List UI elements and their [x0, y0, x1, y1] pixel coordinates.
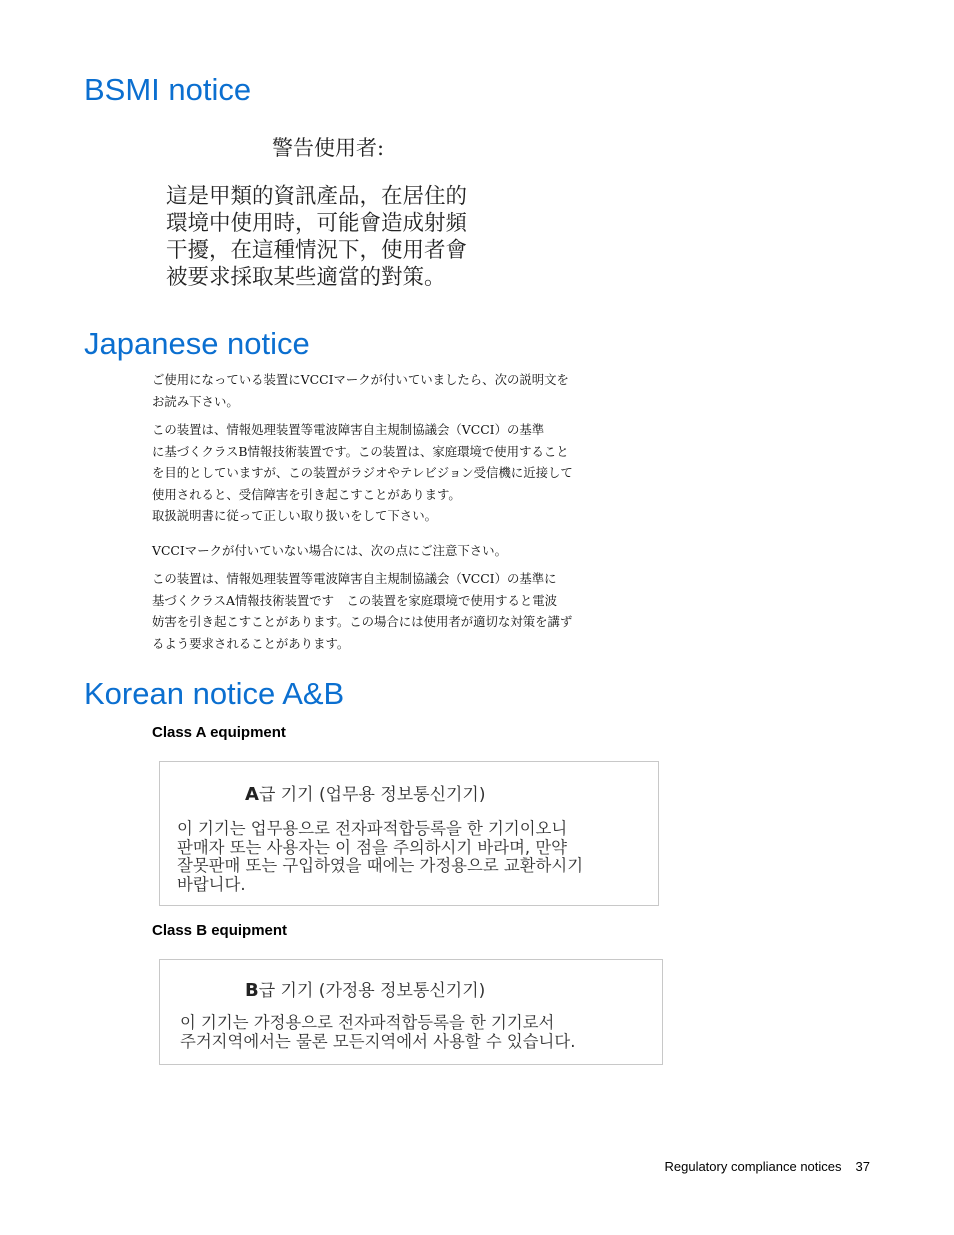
japanese-paragraph-4 [152, 568, 642, 654]
bsmi-line: 被要求採取某些適當的對策。 [166, 265, 446, 290]
bsmi-warning-title: 警告使用者: [272, 136, 385, 160]
class-b-notice-box [159, 959, 663, 1065]
class-a-notice-text [177, 820, 583, 894]
japanese-paragraph-3 [152, 540, 642, 562]
class-a-label: Class A equipment [152, 724, 286, 741]
footer-section-title: Regulatory compliance notices [664, 1159, 842, 1174]
class-a-notice-box [159, 761, 659, 906]
class-b-title-text: 급 기기 (가정용 정보통신기기) [258, 981, 486, 1001]
jp-line: るよう要求されることがあります。 [152, 635, 350, 651]
jp-line: この装置は、情報処理装置等電波障害自主規制協議会（VCCI）の基準 [152, 422, 545, 437]
kr-line: 바랍니다. [177, 874, 246, 894]
page-footer [664, 1159, 870, 1174]
jp-line: 基づくクラスA情報技術装置です この装置を家庭環境で使用すると電波 [152, 592, 558, 608]
page-number: 37 [855, 1159, 870, 1174]
kr-line: 주거지역에서는 물론 모든지역에서 사용할 수 있습니다. [180, 1031, 576, 1051]
class-b-prefix: B [245, 980, 259, 1001]
japanese-heading: Japanese notice [84, 326, 310, 361]
bsmi-warning-text [166, 183, 496, 291]
jp-line: 使用されると、受信障害を引き起こすことがあります。 [152, 486, 461, 502]
bsmi-line: 這是甲類的資訊產品，在居住的 [166, 184, 468, 209]
jp-line: お読み下さい。 [152, 393, 239, 409]
class-b-notice-text [180, 1014, 575, 1051]
kr-line: 판매자 또는 사용자는 이 점을 주의하시기 바라며, 만약 [177, 837, 568, 857]
korean-heading: Korean notice A&B [84, 676, 345, 711]
bsmi-line: 干擾，在這種情況下，使用者會 [166, 238, 468, 263]
class-a-prefix: A [245, 784, 259, 805]
class-b-label: Class B equipment [152, 922, 288, 939]
class-a-title-text: 급 기기 (업무용 정보통신기기) [258, 785, 486, 805]
jp-line: 取扱説明書に従って正しい取り扱いをして下さい。 [152, 508, 437, 524]
kr-line: 이 기기는 가정용으로 전자파적합등록을 한 기기로서 [180, 1013, 555, 1032]
jp-line: 妨害を引き起こすことがあります。この場合には使用者が適切な対策を講ず [152, 614, 573, 630]
jp-line: ご使用になっている装置にVCCIマークが付いていましたら、次の説明文を [152, 372, 569, 387]
jp-line: VCCIマークが付いていない場合には、次の点にご注意下さい。 [152, 543, 507, 558]
kr-line: 이 기기는 업무용으로 전자파적합등록을 한 기기이오니 [177, 819, 568, 838]
jp-line: に基づくクラスB情報技術装置です。この装置は、家庭環境で使用すること [152, 443, 569, 459]
jp-line: この装置は、情報処理装置等電波障害自主規制協議会（VCCI）の基準に [152, 571, 557, 586]
kr-line: 잘못판매 또는 구입하였을 때에는 가정용으로 교환하시기 [177, 856, 584, 875]
class-a-notice-title [245, 780, 485, 805]
jp-line: を目的としていますが、この装置がラジオやテレビジョン受信機に近接して [152, 465, 573, 481]
bsmi-heading: BSMI notice [84, 72, 252, 107]
japanese-paragraph-1 [152, 369, 642, 412]
bsmi-line: 環境中使用時，可能會造成射頻 [166, 211, 468, 236]
japanese-paragraph-2 [152, 419, 642, 527]
class-b-notice-title [245, 976, 485, 1001]
